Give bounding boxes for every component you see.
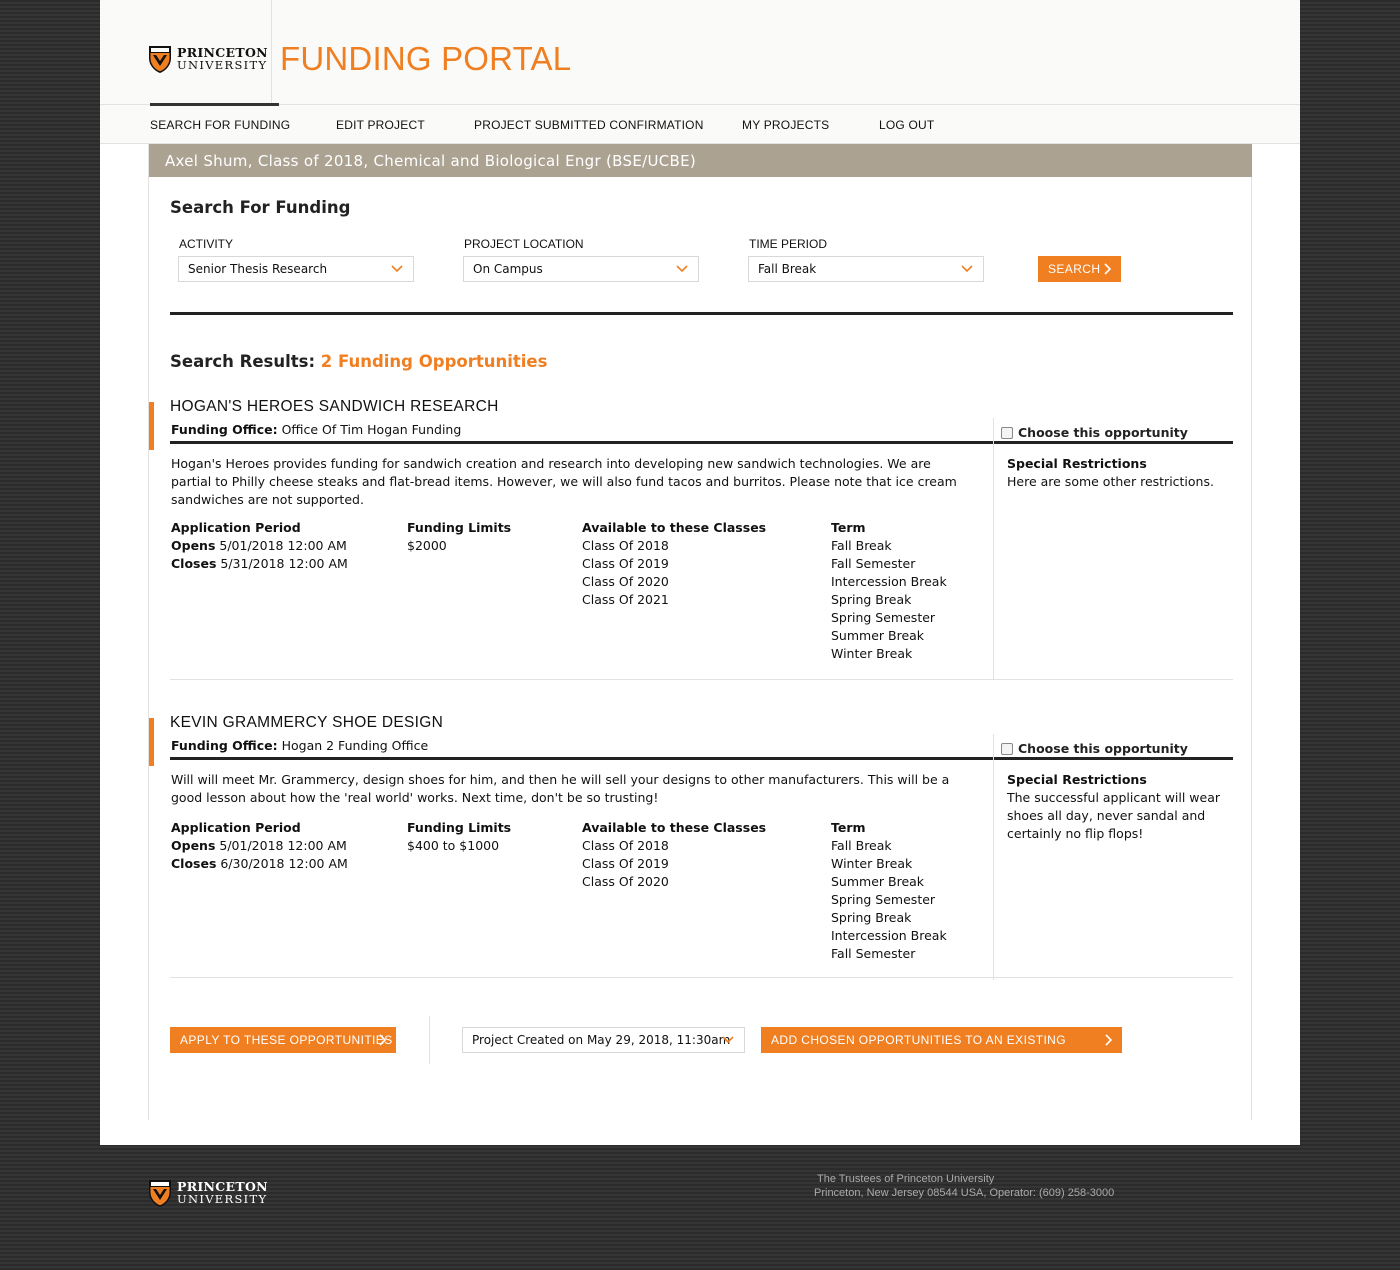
- nav-log-out[interactable]: LOG OUT: [879, 118, 935, 132]
- opens-value: 5/01/2018 12:00 AM: [219, 838, 347, 853]
- class-item: Class Of 2018: [582, 838, 669, 853]
- opportunity-name: KEVIN GRAMMERCY SHOE DESIGN: [170, 714, 444, 731]
- funding-office-label: Funding Office:: [171, 738, 278, 753]
- term-item: Spring Break: [831, 910, 912, 925]
- opportunity-divider: [170, 757, 1233, 760]
- application-period: [171, 519, 401, 573]
- chevron-down-icon: [676, 264, 688, 274]
- apply-opportunities-button[interactable]: [170, 1027, 396, 1053]
- choose-label: Choose this opportunity: [1018, 425, 1188, 440]
- chevron-down-icon: [722, 1035, 734, 1045]
- funding-limits-value: $2000: [407, 538, 447, 553]
- class-item: Class Of 2020: [582, 874, 669, 889]
- choose-opportunity[interactable]: [1001, 741, 1188, 756]
- add-button-label: ADD CHOSEN OPPORTUNITIES TO AN EXISTING PROJECT: [771, 1033, 1066, 1073]
- special-restrictions: [1007, 771, 1222, 843]
- available-classes: [582, 819, 822, 891]
- term-list: [831, 819, 991, 963]
- term-item: Fall Break: [831, 538, 892, 553]
- nav-edit-project[interactable]: EDIT PROJECT: [336, 118, 425, 132]
- closes-value: 5/31/2018 12:00 AM: [220, 556, 348, 571]
- chevron-right-icon: [1104, 263, 1111, 275]
- location-select[interactable]: [463, 256, 699, 282]
- opportunity-vertical-divider: [993, 734, 994, 980]
- available-classes: [582, 519, 822, 609]
- location-label: PROJECT LOCATION: [464, 237, 584, 251]
- activity-label: ACTIVITY: [179, 237, 234, 251]
- opportunity-accent-bar: [149, 718, 154, 766]
- term-item: Winter Break: [831, 856, 913, 871]
- opens-value: 5/01/2018 12:00 AM: [219, 538, 347, 553]
- term-list: [831, 519, 991, 663]
- term-label: Term: [831, 820, 866, 835]
- opportunity-description: Hogan's Heroes provides funding for sandwich creation and research into developing new sandwich technologies. We are partial to Philly cheese steaks and flat-bread items. However, we will also fund tacos and burritos. Please note that ice cream sandwiches are not supported.: [171, 456, 957, 507]
- chevron-down-icon: [961, 264, 973, 274]
- application-period-label: Application Period: [171, 520, 301, 535]
- term-item: Winter Break: [831, 646, 913, 661]
- opportunity-vertical-divider: [993, 418, 994, 680]
- funding-office: [171, 738, 428, 753]
- funding-limits: [407, 519, 577, 555]
- opportunity-divider: [170, 441, 1233, 444]
- funding-office-label: Funding Office:: [171, 422, 278, 437]
- term-item: Spring Break: [831, 592, 912, 607]
- chevron-right-icon: [379, 1034, 386, 1046]
- footer-logo-line1: PRINCETON: [177, 1179, 268, 1194]
- funding-office-value: Office Of Tim Hogan Funding: [281, 422, 462, 437]
- term-item: Summer Break: [831, 874, 925, 889]
- opportunity-bottom-rule: [170, 679, 1233, 680]
- class-item: Class Of 2019: [582, 556, 669, 571]
- actions-divider: [429, 1016, 430, 1064]
- period-value: Fall Break: [758, 262, 817, 276]
- period-label: TIME PERIOD: [749, 237, 828, 251]
- closes-value: 6/30/2018 12:00 AM: [220, 856, 348, 871]
- opportunity-card: [149, 714, 1253, 980]
- closes-label: Closes: [171, 856, 217, 871]
- term-item: Fall Semester: [831, 946, 916, 961]
- search-divider: [170, 312, 1233, 315]
- chevron-down-icon: [391, 264, 403, 274]
- opportunity-name: HOGAN'S HEROES SANDWICH RESEARCH: [170, 398, 499, 415]
- choose-checkbox[interactable]: [1001, 743, 1013, 755]
- main-content: [148, 144, 1252, 1120]
- location-value: On Campus: [473, 262, 543, 276]
- page: [100, 0, 1300, 1145]
- opens-label: Opens: [171, 538, 216, 553]
- restrictions-label: Special Restrictions: [1007, 456, 1147, 471]
- activity-value: Senior Thesis Research: [188, 262, 328, 276]
- activity-select[interactable]: [178, 256, 414, 282]
- special-restrictions: [1007, 455, 1222, 491]
- choose-checkbox[interactable]: [1001, 427, 1013, 439]
- princeton-shield-icon: [148, 44, 172, 74]
- funding-office-value: Hogan 2 Funding Office: [281, 738, 429, 753]
- class-item: Class Of 2019: [582, 856, 669, 871]
- term-item: Summer Break: [831, 628, 925, 643]
- footer-line1: The Trustees of Princeton University: [817, 1173, 995, 1185]
- footer-logo-line2: UNIVERSITY: [177, 1192, 268, 1206]
- term-item: Intercession Break: [831, 928, 947, 943]
- princeton-shield-icon: [148, 1178, 172, 1208]
- add-to-existing-project-button[interactable]: [761, 1027, 1122, 1073]
- restrictions-text: The successful applicant will wear shoes all day, never sandal and certainly no flip flops!: [1007, 790, 1221, 841]
- project-select[interactable]: [462, 1027, 745, 1053]
- main-nav: [100, 105, 1300, 144]
- term-item: Fall Semester: [831, 556, 916, 571]
- restrictions-label: Special Restrictions: [1007, 772, 1147, 787]
- results-count: 2 Funding Opportunities: [320, 352, 548, 371]
- term-item: Spring Semester: [831, 610, 936, 625]
- nav-search-for-funding[interactable]: SEARCH FOR FUNDING: [150, 105, 290, 144]
- search-button[interactable]: [1038, 256, 1121, 282]
- project-select-value: Project Created on May 29, 2018, 11:30am: [472, 1033, 731, 1047]
- header-divider: [271, 0, 272, 105]
- opportunity-description: Will will meet Mr. Grammercy, design shoes for him, and then he will sell your designs to other manufacturers. This will be a good lesson about how the 'real world' works. Next time, don't be so trusting!: [171, 772, 950, 805]
- search-button-label: SEARCH: [1048, 262, 1101, 276]
- funding-limits: [407, 819, 577, 855]
- opens-label: Opens: [171, 838, 216, 853]
- header: [100, 0, 1300, 105]
- term-label: Term: [831, 520, 866, 535]
- nav-my-projects[interactable]: MY PROJECTS: [742, 118, 830, 132]
- term-item: Spring Semester: [831, 892, 936, 907]
- class-item: Class Of 2018: [582, 538, 669, 553]
- student-banner: Axel Shum, Class of 2018, Chemical and Biological Engr (BSE/UCBE): [149, 144, 1252, 177]
- classes-label: Available to these Classes: [582, 520, 767, 535]
- results-label: Search Results:: [170, 352, 316, 371]
- class-item: Class Of 2021: [582, 592, 669, 607]
- portal-title: FUNDING PORTAL: [280, 40, 572, 77]
- chevron-right-icon: [1105, 1034, 1112, 1046]
- choose-label: Choose this opportunity: [1018, 741, 1188, 756]
- term-item: Fall Break: [831, 838, 892, 853]
- class-item: Class Of 2020: [582, 574, 669, 589]
- application-period: [171, 819, 401, 873]
- footer-princeton-logo[interactable]: [148, 1178, 268, 1208]
- funding-limits-value: $400 to $1000: [407, 838, 500, 853]
- footer-address: [814, 1172, 1114, 1200]
- opportunity-bottom-rule: [170, 977, 1233, 978]
- opportunity-accent-bar: [149, 402, 154, 450]
- nav-project-submitted-confirmation[interactable]: PROJECT SUBMITTED CONFIRMATION: [474, 118, 704, 132]
- application-period-label: Application Period: [171, 820, 301, 835]
- apply-button-label: APPLY TO THESE OPPORTUNITIES: [180, 1033, 393, 1047]
- funding-limits-label: Funding Limits: [407, 820, 512, 835]
- footer-line2: Princeton, New Jersey 08544 USA, Operator: (609) 258-3000: [814, 1187, 1115, 1199]
- results-title: [170, 352, 547, 371]
- princeton-logo[interactable]: [148, 44, 268, 74]
- classes-label: Available to these Classes: [582, 820, 767, 835]
- opportunity-card: [149, 398, 1253, 680]
- logo-line1: PRINCETON: [177, 45, 268, 60]
- funding-limits-label: Funding Limits: [407, 520, 512, 535]
- logo-line2: UNIVERSITY: [177, 58, 268, 72]
- term-item: Intercession Break: [831, 574, 947, 589]
- search-title: Search For Funding: [170, 198, 351, 217]
- period-select[interactable]: [748, 256, 984, 282]
- choose-opportunity[interactable]: [1001, 425, 1188, 440]
- closes-label: Closes: [171, 556, 217, 571]
- funding-office: [171, 422, 461, 437]
- restrictions-text: Here are some other restrictions.: [1007, 474, 1214, 489]
